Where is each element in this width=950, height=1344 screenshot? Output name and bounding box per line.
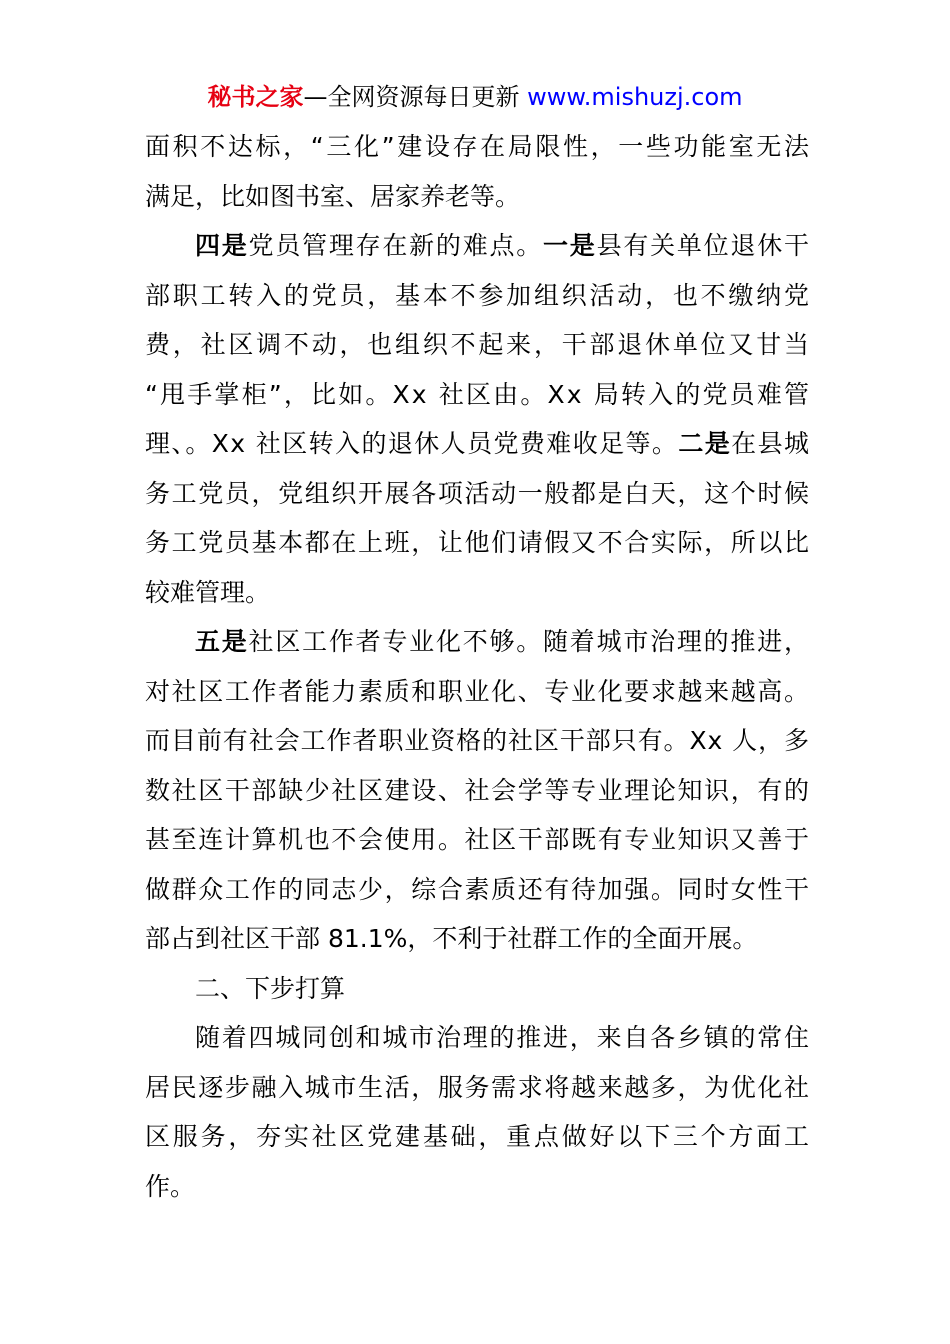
bold-text-segment: 四是 [195, 231, 249, 260]
text-segment: 面积不达标，“三化”建设存在局限性，一些功能室无法 [145, 132, 812, 161]
text-segment: 县有关单位退休干 [596, 231, 811, 260]
text-line-content [145, 914, 757, 964]
text-segment: 作。 [145, 1171, 196, 1201]
text-line [145, 221, 809, 271]
site-tagline: —全网资源每日更新 [303, 83, 528, 111]
text-segment: 部职工转入的党员，基本不参加组织活动，也不缴纳党 [145, 280, 812, 310]
text-line-content [145, 568, 270, 618]
text-line [145, 1013, 809, 1063]
text-segment: 随着四城同创和城市治理的推进，来自各乡镇的常住 [195, 1023, 811, 1052]
text-line-content [145, 1063, 811, 1113]
text-line-content [145, 271, 812, 321]
text-line [145, 172, 809, 222]
text-segment: 务工党员，党组织开展各项活动一般都是白天，这个时候 [145, 478, 811, 508]
text-segment: 理、。Xx 社区转入的退休人员党费难收足等。 [145, 429, 679, 458]
text-segment: 区服务，夯实社区党建基础，重点做好以下三个方面工 [145, 1122, 812, 1151]
text-line [145, 815, 809, 865]
text-line-content [145, 766, 811, 816]
text-line-content [145, 667, 811, 717]
text-line-content [145, 1162, 195, 1212]
text-segment: 对社区工作者能力素质和职业化、专业化要求越来越高。 [145, 676, 811, 706]
text-line-content [145, 518, 811, 568]
text-line [145, 320, 812, 370]
site-name: 秘书之家 [207, 83, 304, 111]
text-line-content [145, 716, 810, 766]
bold-text-segment: 五是 [195, 627, 249, 656]
text-segment: 而目前有社会工作者职业资格的社区干部只有。Xx 人，多 [145, 726, 810, 755]
text-line [145, 865, 809, 915]
text-segment: 社区工作者专业化不够。随着城市治理的推进， [248, 627, 811, 656]
text-line [145, 419, 809, 469]
bold-text-segment: 二是 [678, 429, 732, 458]
text-line-content [195, 1013, 811, 1063]
text-line-content [145, 122, 812, 172]
text-line [145, 667, 809, 717]
text-line [145, 518, 809, 568]
text-segment: 务工党员基本都在上班，让他们请假又不合实际，所以比 [145, 528, 811, 557]
text-segment: 数社区干部缺少社区建设、社会学等专业理论知识，有的 [145, 775, 811, 805]
text-line [145, 568, 809, 618]
text-line [145, 1063, 809, 1113]
text-line-content [145, 370, 811, 420]
text-line [145, 122, 812, 172]
site-url-link[interactable]: www.mishuzj.com [527, 83, 743, 111]
text-line [145, 1112, 812, 1162]
text-line [145, 964, 809, 1014]
text-segment: 较难管理。 [145, 577, 271, 607]
text-segment: 费，社区调不动，也组织不起来，干部退休单位又甘当 [145, 330, 812, 359]
text-line-content [145, 865, 811, 915]
text-segment: 甚至连计算机也不会使用。社区干部既有专业知识又善于 [145, 825, 811, 854]
text-line-content [195, 617, 811, 667]
page-header [0, 80, 950, 114]
text-line-content [145, 172, 520, 222]
text-line-content [195, 964, 345, 1014]
document-body [145, 122, 812, 1211]
text-segment: 在县城 [731, 429, 811, 458]
text-line [145, 1162, 809, 1212]
text-line [145, 914, 809, 964]
text-segment: “甩手掌柜”，比如。Xx 社区由。Xx 局转入的党员难管 [145, 379, 812, 409]
text-line-content [195, 221, 811, 271]
text-line [145, 271, 812, 321]
text-line-content [145, 469, 811, 519]
text-line [145, 617, 809, 667]
text-segment: 居民逐步融入城市生活，服务需求将越来越多，为优化社 [145, 1072, 811, 1102]
text-line [145, 370, 812, 420]
text-line-content [145, 815, 811, 865]
text-segment: 做群众工作的同志少，综合素质还有待加强。同时女性干 [145, 874, 811, 904]
text-segment: 二、下步打算 [195, 973, 346, 1003]
text-segment: 部占到社区干部 81.1%，不利于社群工作的全面开展。 [145, 924, 758, 953]
bold-text-segment: 一是 [543, 231, 597, 260]
text-line-content [145, 320, 812, 370]
text-line [145, 716, 809, 766]
text-line-content [145, 419, 810, 469]
text-line-content [145, 1112, 812, 1162]
text-line [145, 766, 809, 816]
text-segment: 党员管理存在新的难点。 [248, 231, 544, 260]
text-line [145, 469, 809, 519]
text-segment: 满足，比如图书室、居家养老等。 [145, 181, 521, 211]
